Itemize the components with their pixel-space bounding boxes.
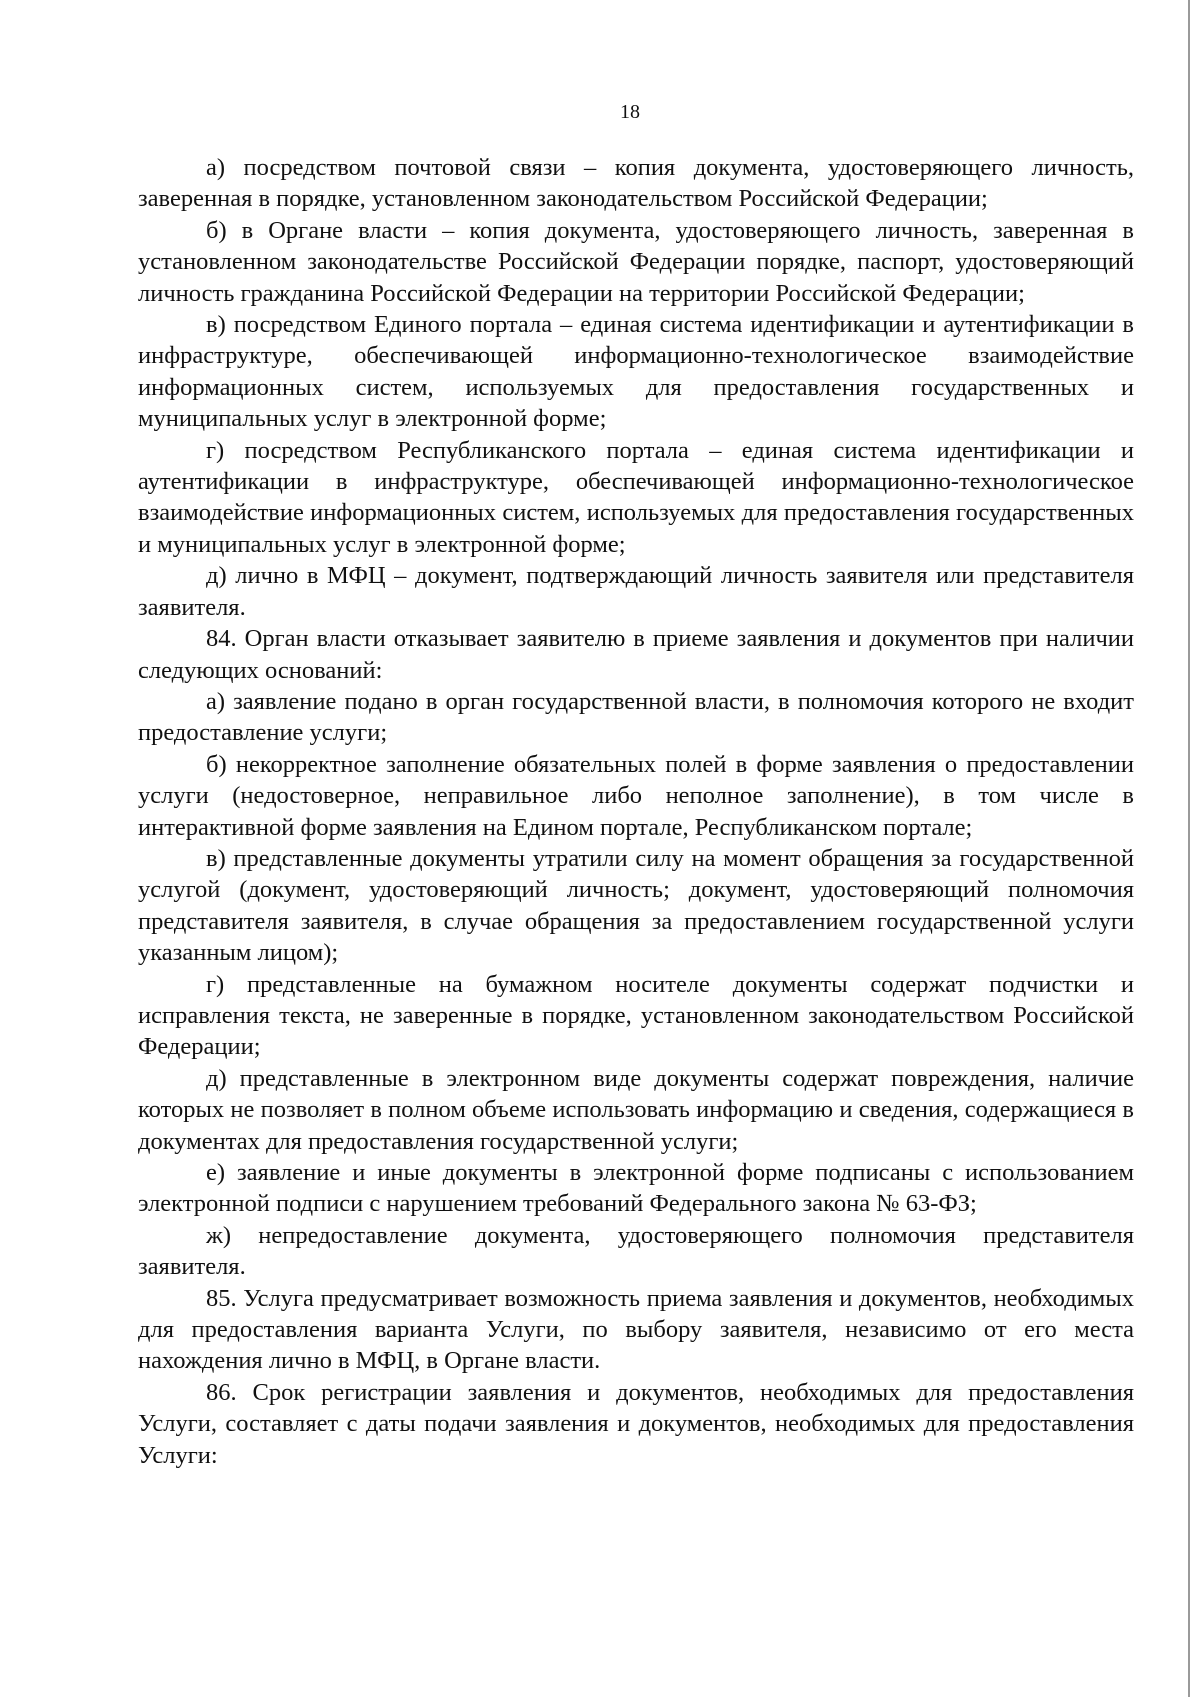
paragraph-d-mfc: д) лично в МФЦ – документ, подтверждающий личность заявителя или представителя заявителя. bbox=[138, 562, 1134, 621]
paragraph-84-a: а) заявление подано в орган государственной власти, в полномочия которого не входит предоставление услуги; bbox=[138, 687, 1134, 747]
paragraph-v-unified-portal: в) посредством Единого портала – единая система идентификации и аутентификации в инфраструктуре, обеспечивающей информационно-технологическое взаимодействие информационных систем, используемых для предоставления государственных и муниципальных услуг в электронной форме; bbox=[138, 311, 1134, 433]
paragraph-84-e: е) заявление и иные документы в электронной форме подписаны с использованием электронной подписи с нарушением требований Федерального закона № 63-ФЗ; bbox=[138, 1159, 1134, 1218]
paragraph-a-post: а) посредством почтовой связи – копия документа, удостоверяющего личность, заверенная в порядке, установленном законодательством Российской Федерации; bbox=[138, 154, 1134, 213]
paragraph-84-zh: ж) непредоставление документа, удостоверяющего полномочия представителя заявителя. bbox=[138, 1221, 1134, 1281]
paragraph-84-d: д) представленные в электронном виде документы содержат повреждения, наличие которых не позволяет в полном объеме использовать информацию и сведения, содержащиеся в документах для предоставления государственной услуги; bbox=[138, 1064, 1134, 1155]
paragraph-86: 86. Срок регистрации заявления и документов, необходимых для предоставления Услуги, составляет с даты подачи заявления и документов, необходимых для предоставления Услуги: bbox=[138, 1378, 1134, 1469]
paragraph-84: 84. Орган власти отказывает заявителю в приеме заявления и документов при наличии следующих оснований: bbox=[138, 625, 1134, 684]
paragraph-84-v: в) представленные документы утратили силу на момент обращения за государственной услугой (документ, удостоверяющий личность; документ, удостоверяющий полномочия представителя заявителя, в случае обращения за предоставлением государственной услуги указанным лицом); bbox=[138, 844, 1134, 967]
paragraph-84-b: б) некорректное заполнение обязательных полей в форме заявления о предоставлении услуги (недостоверное, неправильное либо неполное заполнение), в том числе в интерактивной форме заявления на Едином портале, Республиканском портале; bbox=[138, 750, 1134, 841]
paragraph-85: 85. Услуга предусматривает возможность приема заявления и документов, необходимых для предоставления варианта Услуги, по выбору заявителя, независимо от его места нахождения лично в МФЦ, в Органе власти. bbox=[138, 1284, 1134, 1375]
paragraph-g-republican-portal: г) посредством Республиканского портала – единая система идентификации и аутентификации в инфраструктуре, обеспечивающей информационно-технологическое взаимодействие информационных систем, используемых для предоставления государственных и муниципальных услуг в электронной форме; bbox=[138, 436, 1134, 558]
paragraph-84-g: г) представленные на бумажном носителе документы содержат подчистки и исправления текста, не заверенные в порядке, установленном законодательством Российской Федерации; bbox=[138, 970, 1134, 1061]
document-body bbox=[138, 152, 1134, 1471]
scan-edge-line bbox=[1188, 0, 1190, 1697]
page-number: 18 bbox=[620, 101, 640, 123]
paragraph-b-authority: б) в Органе власти – копия документа, удостоверяющего личность, заверенная в установленном законодательстве Российской Федерации порядке, паспорт, удостоверяющий личность гражданина Российской Федерации на территории Российской Федерации; bbox=[138, 216, 1134, 307]
